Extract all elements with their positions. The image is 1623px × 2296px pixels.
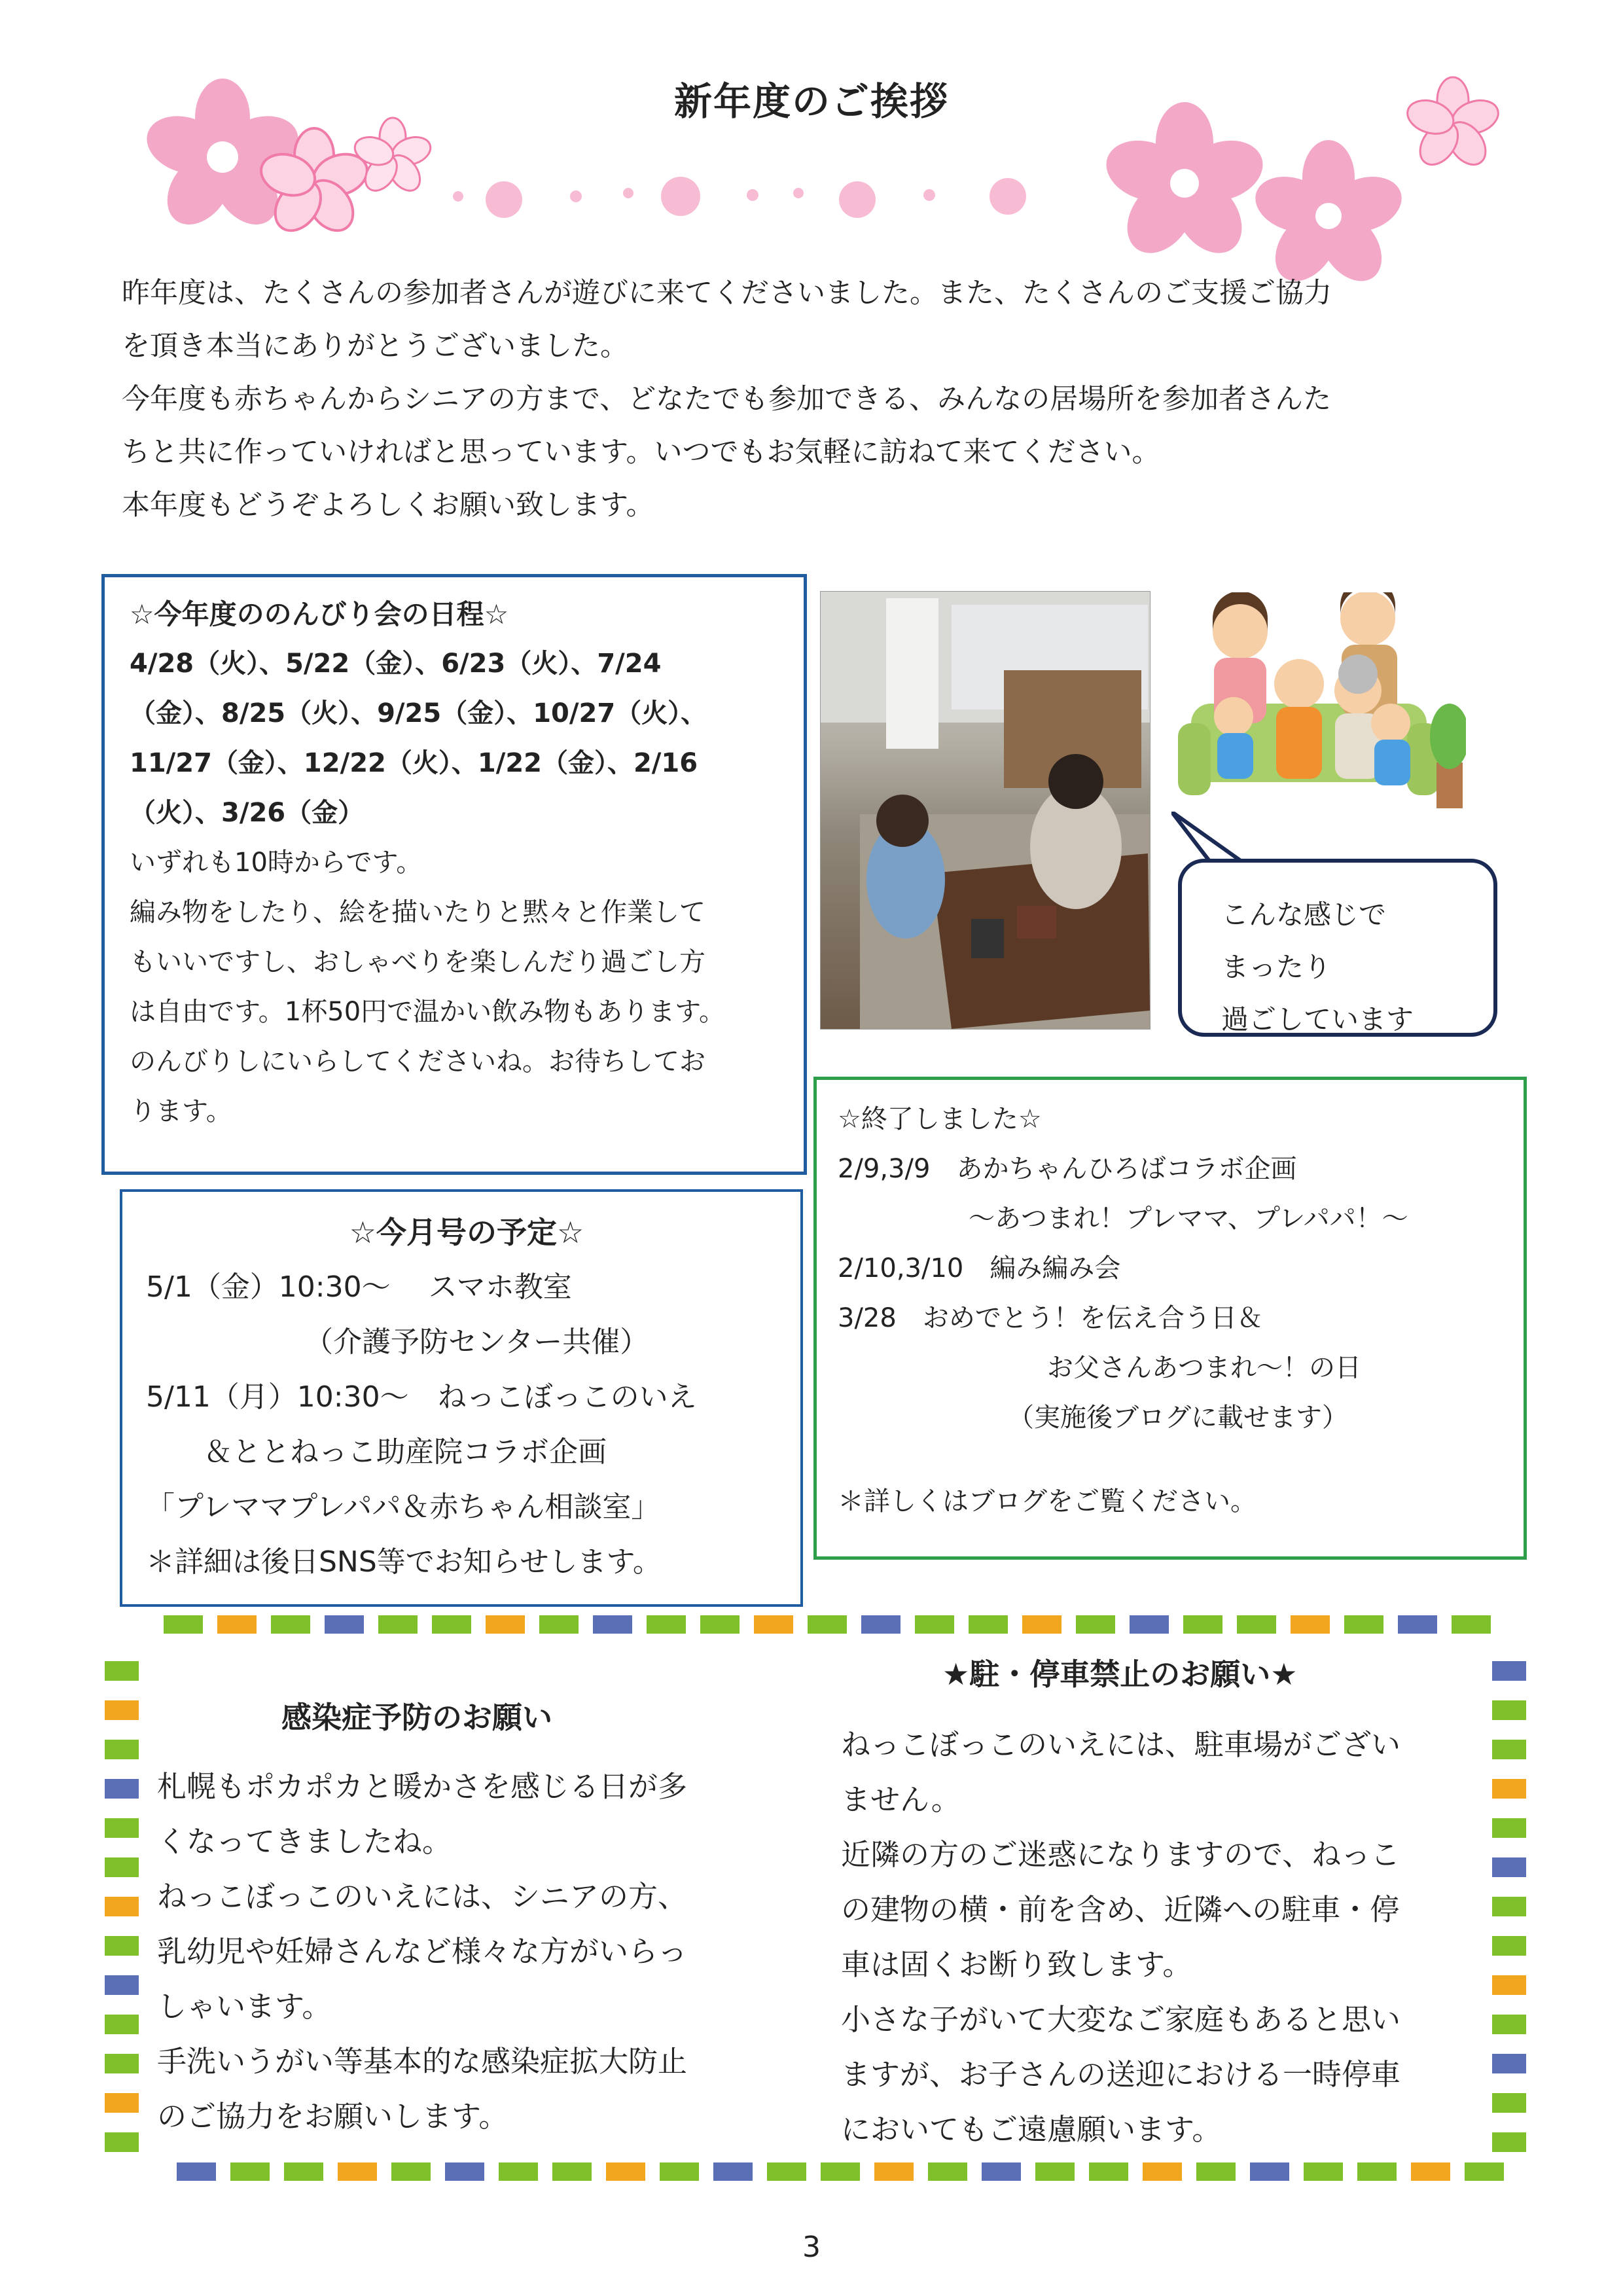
month-plan-line: （介護予防センター共催） [146, 1325, 649, 1359]
speech-bubble [1178, 859, 1497, 1037]
bubble-line: こんな感じで [1221, 899, 1387, 931]
month-plan-title: ☆今月号の予定☆ [349, 1215, 584, 1250]
month-plan-box [120, 1189, 803, 1607]
parking-body [841, 1717, 1400, 2157]
infection-line: ねっこぼっこのいえには、シニアの方、 [157, 1879, 688, 1914]
schedule-dates-line: （金）、8/25（火）、9/25（金）、10/27（火）、 [130, 698, 707, 728]
finished-title: ☆終了しました☆ [838, 1104, 1042, 1134]
parking-line: 小さな子がいて大変なご家庭もあると思い [841, 2002, 1401, 2037]
parking-title [942, 1651, 1297, 1694]
activity-photo [820, 591, 1150, 1030]
page-title: 新年度のご挨拶 [673, 79, 949, 124]
intro-line: 本年度もどうぞよろしくお願い致します。 [122, 489, 654, 522]
schedule-box [101, 574, 807, 1175]
month-plan-line: 5/1（金）10:30～ スマホ教室 [146, 1270, 572, 1304]
parking-line: ますが、お子さんの送迎における一時停車 [841, 2057, 1401, 2092]
intro-text [122, 267, 1516, 532]
parking-line: 車は固くお断り致します。 [841, 1947, 1192, 1982]
schedule-title: ☆今年度ののんびり会の日程☆ [130, 598, 509, 630]
infection-line: しゃいます。 [157, 1989, 332, 2024]
parking-line: ねっこぼっこのいえには、駐車場がござい [841, 1727, 1401, 1762]
family-illustration-icon [1178, 592, 1466, 841]
finished-events-box [813, 1077, 1527, 1560]
infection-line: 手洗いうがい等基本的な感染症拡大防止 [157, 2044, 688, 2079]
schedule-dates-line: 11/27（金）、12/22（火）、1/22（金）、2/16 [130, 748, 698, 778]
finished-line: 3/28 おめでとう！を伝え合う日＆ [838, 1303, 1263, 1333]
schedule-dates-line: 4/28（火）、5/22（金）、6/23（火）、7/24 [130, 649, 662, 679]
month-plan-line: ＊詳細は後日SNS等でお知らせします。 [146, 1545, 662, 1579]
infection-title [281, 1694, 552, 1737]
intro-line: ちと共に作っていければと思っています。いつでもお気軽に訪ねて来てください。 [122, 436, 1160, 469]
infection-line: 乳幼児や妊婦さんなど様々な方がいらっ [157, 1934, 688, 1969]
schedule-body-line: ります。 [130, 1096, 232, 1126]
photo-scene-icon [821, 592, 1150, 1029]
schedule-body-line: 編み物をしたり、絵を描いたりと黙々と作業して [130, 897, 705, 927]
bubble-line: まったり [1221, 951, 1332, 983]
parking-line: ません。 [841, 1782, 961, 1817]
finished-line: 2/9,3/9 あかちゃんひろばコラボ企画 [838, 1154, 1297, 1184]
month-plan-line: 5/11（月）10:30～ ねっこぼっこのいえ [146, 1380, 697, 1414]
parking-line: の建物の横・前を含め、近隣への駐車・停 [841, 1892, 1400, 1927]
intro-line: を頂き本当にありがとうございました。 [122, 330, 628, 363]
schedule-dates-line: （火）、3/26（金） [130, 798, 365, 828]
parking-line: 近隣の方のご迷惑になりますので、ねっこ [841, 1837, 1400, 1872]
page-number: 3 [802, 2231, 821, 2264]
finished-line: ～あつまれ！プレママ、プレパパ！～ [838, 1204, 1408, 1234]
schedule-body-line: もいいですし、おしゃべりを楽しんだり過ごし方 [130, 947, 705, 977]
schedule-body-line: いずれも10時からです。 [130, 848, 423, 878]
parking-title-text: ★駐・停車禁止のお願い★ [942, 1657, 1298, 1692]
finished-line: ＊詳しくはブログをご覧ください。 [838, 1486, 1257, 1516]
parking-line: においてもご遠慮願います。 [841, 2112, 1222, 2147]
infection-line: くなってきましたね。 [157, 1824, 452, 1859]
infection-title-text: 感染症予防のお願い [281, 1700, 552, 1735]
schedule-body-line: は自由です。1杯50円で温かい飲み物もあります。 [130, 997, 725, 1027]
month-plan-line: 「プレママプレパパ＆赤ちゃん相談室」 [146, 1490, 660, 1524]
month-plan-line: ＆ととねっこ助産院コラボ企画 [146, 1435, 607, 1469]
schedule-body-line: のんびりしにいらしてくださいね。お待ちしてお [130, 1047, 705, 1077]
bubble-line: 過ごしています [1221, 1003, 1414, 1035]
finished-line [838, 1443, 1510, 1477]
infection-body [157, 1759, 687, 2144]
finished-line: お父さんあつまれ～！の日 [838, 1353, 1361, 1383]
intro-line: 今年度も赤ちゃんからシニアの方まで、どなたでも参加できる、みんなの居場所を参加者さんた [122, 383, 1332, 416]
intro-line: 昨年度は、たくさんの参加者さんが遊びに来てくださいました。また、たくさんのご支援ご協力 [122, 277, 1332, 310]
infection-line: 札幌もポカポカと暖かさを感じる日が多 [157, 1769, 688, 1804]
finished-line: 2/10,3/10 編み編み会 [838, 1253, 1121, 1283]
infection-line: のご協力をお願いします。 [157, 2099, 508, 2134]
blossom-garland-icon [432, 170, 1060, 229]
finished-line: （実施後ブログに載せます） [838, 1403, 1348, 1433]
